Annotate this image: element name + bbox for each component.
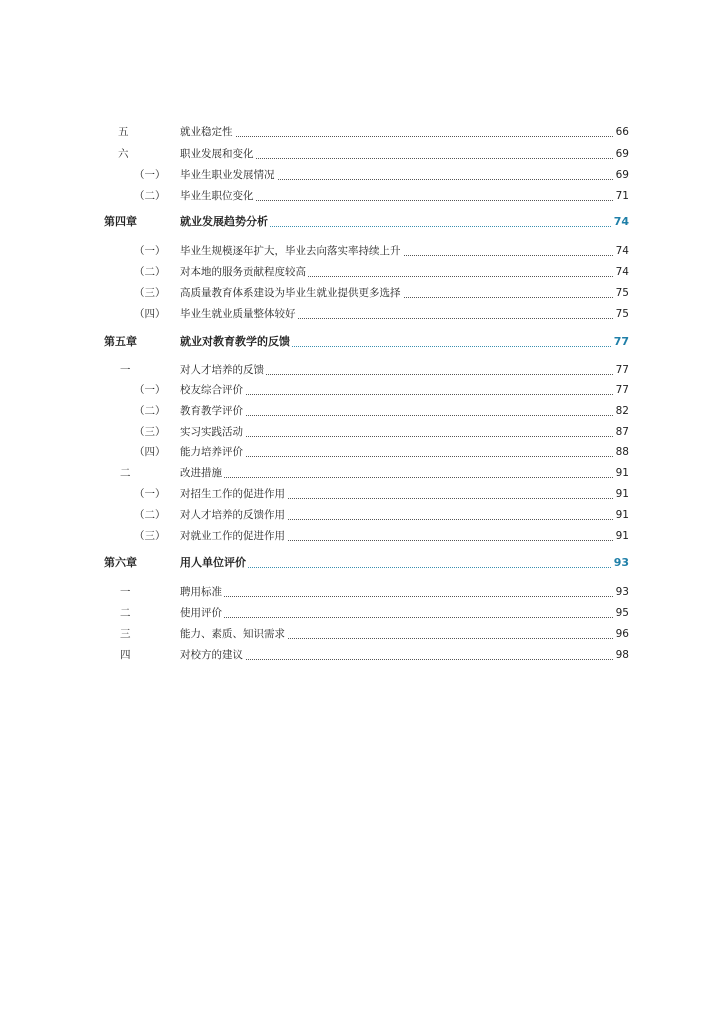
toc-entry-title: 用人单位评价 — [180, 556, 246, 569]
toc-entry[interactable] — [0, 167, 724, 183]
toc-page-number: 69 — [615, 169, 629, 181]
toc-entry-number: （四） — [134, 308, 166, 320]
toc-chapter-entry[interactable] — [0, 214, 724, 230]
toc-chapter-entry[interactable] — [0, 555, 724, 571]
toc-entry-title: 毕业生就业质量整体较好 — [180, 308, 296, 320]
toc-entry-number: （三） — [134, 426, 166, 438]
toc-entry[interactable] — [0, 403, 724, 419]
toc-entry[interactable] — [0, 528, 724, 544]
toc-dot-leader — [180, 477, 629, 478]
toc-entry-title: 实习实践活动 — [180, 426, 243, 438]
toc-entry-title: 对校方的建议 — [180, 649, 243, 661]
toc-entry-number: 四 — [120, 649, 131, 661]
toc-entry-title: 对就业工作的促进作用 — [180, 530, 285, 542]
toc-entry[interactable] — [0, 362, 724, 378]
toc-entry[interactable] — [0, 306, 724, 322]
toc-entry[interactable] — [0, 465, 724, 481]
toc-entry[interactable] — [0, 243, 724, 259]
toc-entry-number: （二） — [134, 509, 166, 521]
toc-entry-number: 三 — [120, 628, 131, 640]
toc-entry[interactable] — [0, 285, 724, 301]
toc-entry-title: 使用评价 — [180, 607, 222, 619]
toc-entry[interactable] — [0, 507, 724, 523]
toc-entry-number: （二） — [134, 190, 166, 202]
toc-page-number: 74 — [615, 245, 629, 257]
toc-page-number: 96 — [615, 628, 629, 640]
toc-dot-leader — [180, 659, 629, 660]
toc-dot-leader — [180, 136, 629, 137]
toc-page-number: 77 — [615, 384, 629, 396]
toc-entry-number: （二） — [134, 266, 166, 278]
toc-page-number: 91 — [615, 488, 629, 500]
toc-entry[interactable] — [0, 264, 724, 280]
toc-page-number: 93 — [615, 586, 629, 598]
toc-entry-number: （一） — [134, 384, 166, 396]
toc-entry-title: 对本地的服务贡献程度较高 — [180, 266, 306, 278]
toc-entry-number: （三） — [134, 287, 166, 299]
toc-entry-title: 能力培养评价 — [180, 446, 243, 458]
toc-page-number: 91 — [615, 467, 629, 479]
toc-page-number: 77 — [615, 364, 629, 376]
toc-entry[interactable] — [0, 124, 724, 140]
toc-entry-title: 毕业生规模逐年扩大，毕业去向落实率持续上升 — [180, 245, 401, 257]
toc-page-number: 88 — [615, 446, 629, 458]
toc-page-number: 74 — [615, 266, 629, 278]
toc-entry-title: 毕业生职业发展情况 — [180, 169, 275, 181]
toc-entry[interactable] — [0, 647, 724, 663]
toc-page-number: 91 — [615, 530, 629, 542]
toc-entry-number: 第五章 — [104, 335, 137, 348]
toc-page-number: 75 — [615, 287, 629, 299]
toc-entry-title: 改进措施 — [180, 467, 222, 479]
toc-page-number: 82 — [615, 405, 629, 417]
toc-page-number: 69 — [615, 148, 629, 160]
toc-entry[interactable] — [0, 424, 724, 440]
toc-page-number: 87 — [615, 426, 629, 438]
toc-entry-title: 聘用标准 — [180, 586, 222, 598]
toc-entry-number: 二 — [120, 607, 131, 619]
toc-entry-number: 第四章 — [104, 215, 137, 228]
toc-entry-number: （四） — [134, 446, 166, 458]
toc-entry[interactable] — [0, 382, 724, 398]
toc-dot-leader — [180, 617, 629, 618]
toc-entry-title: 教育教学评价 — [180, 405, 243, 417]
toc-entry-title: 就业对教育教学的反馈 — [180, 335, 290, 348]
toc-page-number: 77 — [613, 335, 629, 348]
toc-dot-leader — [180, 394, 629, 395]
toc-entry[interactable] — [0, 146, 724, 162]
toc-entry-number: （一） — [134, 488, 166, 500]
toc-entry-number: （三） — [134, 530, 166, 542]
toc-page-number: 66 — [615, 126, 629, 138]
toc-entry-title: 就业稳定性 — [180, 126, 233, 138]
toc-entry-title: 校友综合评价 — [180, 384, 243, 396]
toc-entry-title: 对人才培养的反馈 — [180, 364, 264, 376]
toc-entry-title: 毕业生职位变化 — [180, 190, 254, 202]
toc-page-number: 75 — [615, 308, 629, 320]
toc-page-number: 98 — [615, 649, 629, 661]
toc-page-number: 74 — [613, 215, 629, 228]
toc-entry-number: 一 — [120, 364, 131, 376]
toc-entry-number: （一） — [134, 169, 166, 181]
toc-entry-number: 一 — [120, 586, 131, 598]
toc-entry-number: 六 — [118, 148, 129, 160]
toc-entry-number: （二） — [134, 405, 166, 417]
toc-entry[interactable] — [0, 444, 724, 460]
toc-entry[interactable] — [0, 626, 724, 642]
toc-entry-number: 二 — [120, 467, 131, 479]
toc-page-number: 95 — [615, 607, 629, 619]
toc-chapter-entry[interactable] — [0, 334, 724, 350]
toc-dot-leader — [180, 436, 629, 437]
toc-entry[interactable] — [0, 584, 724, 600]
toc-entry-title: 对招生工作的促进作用 — [180, 488, 285, 500]
toc-page-number: 93 — [613, 556, 629, 569]
toc-entry-title: 能力、素质、知识需求 — [180, 628, 285, 640]
toc-dot-leader — [180, 415, 629, 416]
toc-entry[interactable] — [0, 188, 724, 204]
toc-dot-leader — [180, 596, 629, 597]
toc-entry-title: 对人才培养的反馈作用 — [180, 509, 285, 521]
toc-page-number: 71 — [615, 190, 629, 202]
toc-entry[interactable] — [0, 605, 724, 621]
toc-entry-title: 就业发展趋势分析 — [180, 215, 268, 228]
toc-entry-title: 高质量教育体系建设为毕业生就业提供更多选择 — [180, 287, 401, 299]
toc-entry-number: 五 — [118, 126, 129, 138]
toc-entry-title: 职业发展和变化 — [180, 148, 254, 160]
toc-entry[interactable] — [0, 486, 724, 502]
toc-page-number: 91 — [615, 509, 629, 521]
toc-entry-number: 第六章 — [104, 556, 137, 569]
toc-entry-number: （一） — [134, 245, 166, 257]
toc-dot-leader — [180, 456, 629, 457]
